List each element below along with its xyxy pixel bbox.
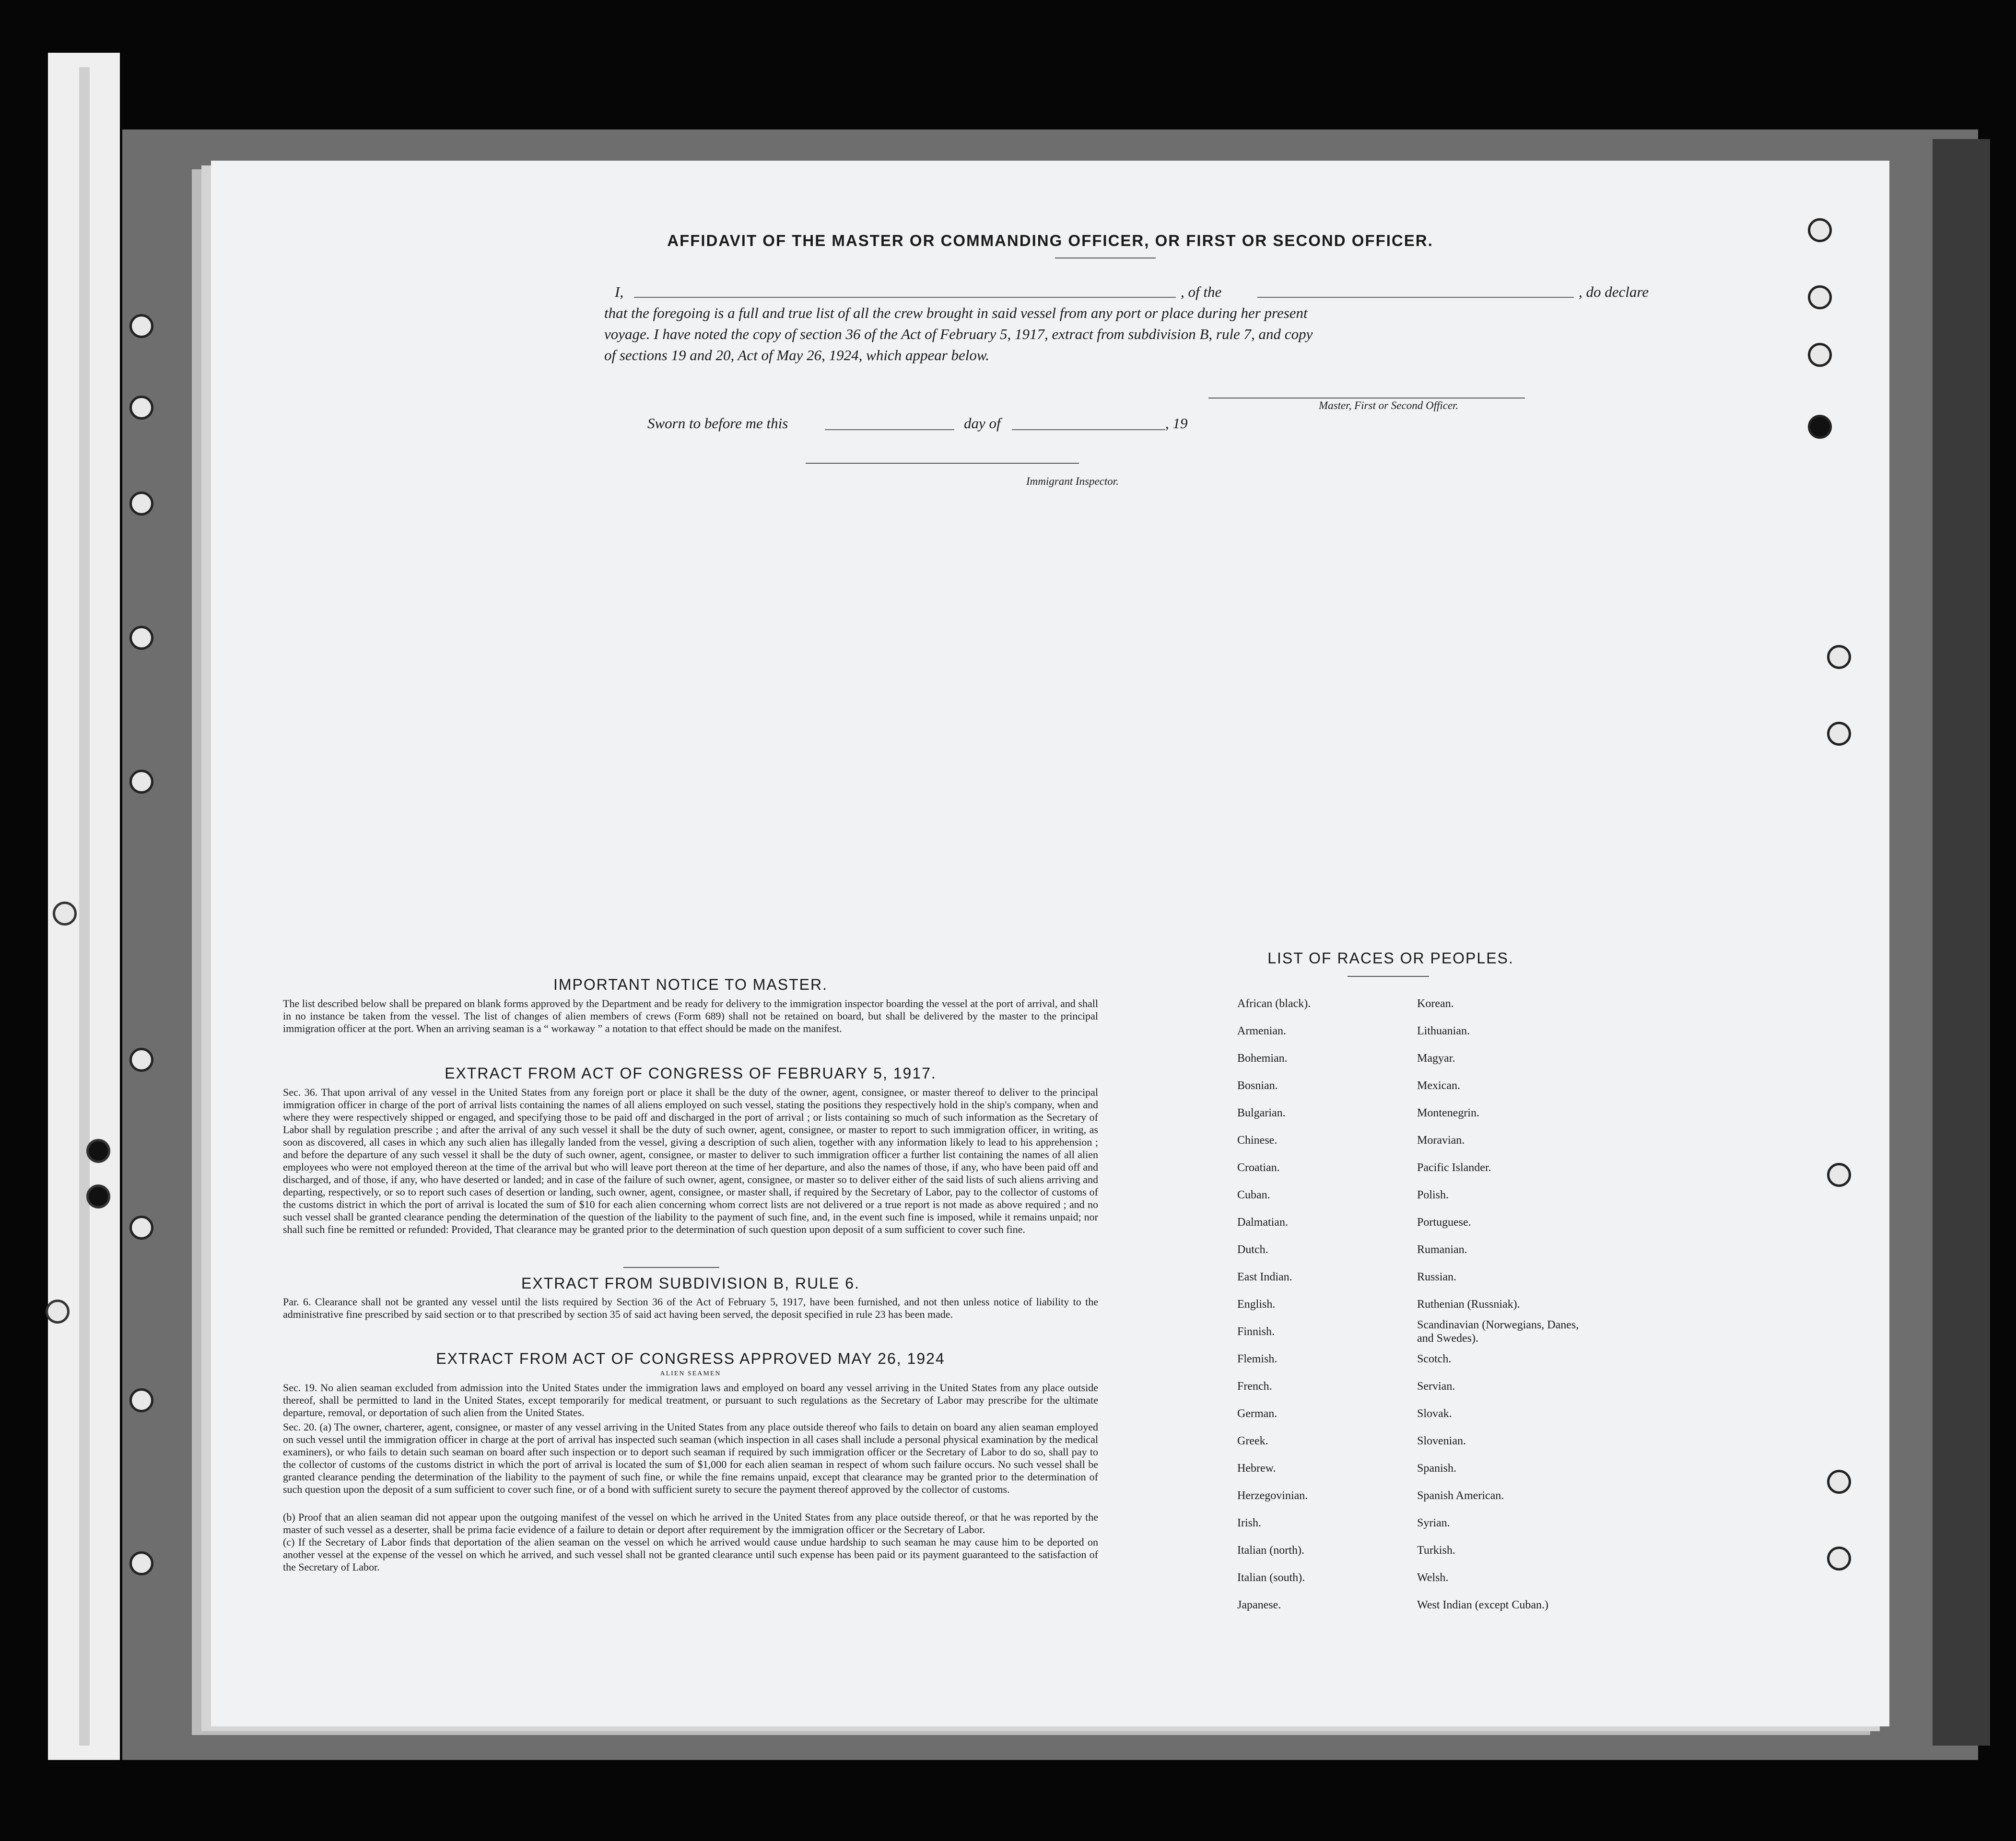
race-item: German. (1237, 1407, 1278, 1420)
sworn-line (647, 415, 1463, 432)
race-item: Italian (north). (1237, 1544, 1304, 1557)
blank-day-line (825, 429, 954, 430)
signature-line (1208, 398, 1525, 399)
race-item: Irish. (1237, 1517, 1261, 1529)
extract-1924-sec20b: (b) Proof that an alien seaman did not appear upon the outgoing manifest of the vessel on which he arrived in the United States from any place outside thereof, or that he was reported by the master of such vessel as a deserter, shall be prima facie evidence of a failure to detain or deport after requirement by the immigration officer or the Secretary of Labor. (283, 1511, 1098, 1536)
race-item: Welsh. (1417, 1571, 1449, 1584)
notice-title: IMPORTANT NOTICE TO MASTER. (553, 976, 828, 993)
extract-1924-sec20c: (c) If the Secretary of Labor finds that deportation of the alien seaman on the vessel on which he arrived would cause undue hardship to such seaman he may cause him to be deported on another vessel at the expense of the vessel on which he arrived, and such vessel shall not be granted clearance until such expense has been paid or its payment guaranteed to the satisfaction of the Secretary of Labor. (283, 1536, 1098, 1573)
punch-hole (1827, 1547, 1851, 1571)
race-item: Dutch. (1237, 1243, 1268, 1256)
binding-hole (86, 1184, 110, 1208)
binding-hole (53, 902, 77, 926)
blank-name-line (634, 297, 1176, 298)
extract-1924-sec20a: Sec. 20. (a) The owner, charterer, agent, consignee, or master of any vessel arriving in the United States from any place outside thereof who fails to detain on board any alien seaman employed on such vessel until the immigration officer in charge at the port of arrival has inspected such seaman (which inspection in all cases shall include a personal physical examination by the medical examiners), or who fails to detain such seaman on board after such inspection or to deport such seaman if required by such immigration officer or the Secretary of Labor to do so, shall pay to the collector of customs of the customs district in which the port of arrival is located the sum of $1,000 for each alien seaman in respect of whom such failure occurs. No such vessel shall be granted clearance pending the determination of the liability to the payment of such fine, or while the fine remains unpaid, except that clearance may be granted prior to the determination of such question upon the deposit of a sum sufficient to cover such fine, or of a bond with sufficient surety to secure the payment thereof approved by the collector of customs. (283, 1421, 1098, 1495)
inspector-label: Immigrant Inspector. (1026, 475, 1119, 487)
race-item: Turkish. (1417, 1544, 1455, 1557)
binding-hole (46, 1300, 70, 1324)
race-item: Spanish. (1417, 1462, 1457, 1475)
race-item: Dalmatian. (1237, 1216, 1288, 1229)
race-item: Greek. (1237, 1435, 1268, 1447)
blank-month-line (1012, 429, 1165, 430)
race-item: Spanish American. (1417, 1489, 1504, 1502)
race-item: Bulgarian. (1237, 1107, 1286, 1119)
race-item: English. (1237, 1298, 1276, 1311)
punch-hole (129, 1388, 153, 1412)
punch-hole (1808, 285, 1832, 309)
affidavit-i: I, (615, 283, 624, 300)
races-title: LIST OF RACES OR PEOPLES. (1267, 950, 1514, 967)
binding-hole (86, 1139, 110, 1163)
punch-hole (129, 1048, 153, 1072)
sworn-prefix: Sworn to before me this (647, 415, 788, 432)
race-item: Rumanian. (1417, 1243, 1467, 1256)
race-item: Bosnian. (1237, 1079, 1278, 1092)
race-item: Syrian. (1417, 1517, 1450, 1529)
divider (623, 1267, 719, 1268)
race-item: Finnish. (1237, 1325, 1275, 1338)
affidavit-do-declare: , do declare (1579, 283, 1649, 300)
race-item: Pacific Islander. (1417, 1161, 1491, 1174)
punch-hole (129, 1551, 153, 1575)
signature-label: Master, First or Second Officer. (1319, 399, 1459, 411)
race-item: Bohemian. (1237, 1052, 1288, 1065)
races-right-column (1417, 990, 1590, 1619)
race-item: East Indian. (1237, 1271, 1292, 1283)
punch-hole (129, 396, 153, 420)
race-item: Hebrew. (1237, 1462, 1276, 1475)
punch-hole (1827, 645, 1851, 669)
sworn-day: day of (964, 415, 1001, 432)
inspector-signature-line (806, 463, 1079, 464)
punch-hole (1827, 1470, 1851, 1494)
affidavit-body-line-2: that the foregoing is a full and true list of all the crew brought in said vessel from any port or place during her present (604, 305, 1308, 321)
race-item: French. (1237, 1380, 1272, 1393)
extract-1924-subtitle: ALIEN SEAMEN (660, 1370, 721, 1377)
race-item: Scotch. (1417, 1353, 1452, 1365)
race-item: Ruthenian (Russniak). (1417, 1298, 1520, 1311)
race-item: Italian (south). (1237, 1571, 1305, 1584)
race-item: African (black). (1237, 997, 1311, 1010)
punch-hole (1827, 722, 1851, 746)
race-item: Slovenian. (1417, 1435, 1466, 1447)
affidavit-body-line-4: of sections 19 and 20, Act of May 26, 1924, which appear below. (604, 347, 990, 364)
race-item: Russian. (1417, 1271, 1457, 1283)
race-item: Slovak. (1417, 1407, 1452, 1420)
affidavit-title: AFFIDAVIT OF THE MASTER OR COMMANDING OFFICER, OR FIRST OR SECOND OFFICER. (667, 232, 1433, 249)
race-item: Japanese. (1237, 1599, 1281, 1611)
race-item: Magyar. (1417, 1052, 1455, 1065)
notice-text: The list described below shall be prepared on blank forms approved by the Department and be ready for delivery to the immigration inspector boarding the vessel at the port of arrival, and shall in no instance be taken from the vessel. The list of changes of alien members of crews (Form 689) shall not be retained on board, but shall be delivered by the master to the principal immigration officer at the port. When an arriving seaman is a “ workaway ” a notation to that effect should be made on the manifest. (283, 997, 1098, 1034)
race-item: Herzegovinian. (1237, 1489, 1308, 1502)
punch-hole (1827, 1163, 1851, 1187)
punch-hole (129, 626, 153, 650)
extract-rule6-text: Par. 6. Clearance shall not be granted any vessel until the lists required by Section 36 of the Act of February 5, 1917, have been furnished, and not then unless notice of liability to the administrative fine prescribed by said section or to that prescribed by section 35 of said act having been served, the deposit specified in rule 23 has been made. (283, 1296, 1098, 1320)
blank-vessel-line (1257, 297, 1574, 298)
mounting-shadow (1933, 139, 1990, 1746)
race-item: West Indian (except Cuban.) (1417, 1599, 1548, 1611)
divider (1348, 976, 1429, 977)
race-item: Cuban. (1237, 1189, 1270, 1201)
race-item: Polish. (1417, 1189, 1449, 1201)
race-item: Armenian. (1237, 1025, 1286, 1037)
race-item: Flemish. (1237, 1353, 1278, 1365)
race-item: Lithuanian. (1417, 1025, 1470, 1037)
extract-rule6-title: EXTRACT FROM SUBDIVISION B, RULE 6. (521, 1275, 860, 1292)
extract-1917-title: EXTRACT FROM ACT OF CONGRESS OF FEBRUARY 5, 1917. (445, 1065, 937, 1082)
race-item: Scandinavian (Norwegians, Danes, and Swedes). (1417, 1319, 1579, 1345)
race-item: Portuguese. (1417, 1216, 1471, 1229)
document-page (211, 161, 1889, 1726)
punch-hole (1808, 343, 1832, 367)
punch-hole (1808, 415, 1832, 439)
affidavit-body-line-3: voyage. I have noted the copy of section 36 of the Act of February 5, 1917, extract from subdivision B, rule 7, and copy (604, 326, 1313, 342)
race-item: Croatian. (1237, 1161, 1280, 1174)
punch-hole (129, 492, 153, 516)
affidavit-declaration-line (615, 283, 1746, 301)
race-item: Mexican. (1417, 1079, 1460, 1092)
binding-strip (79, 67, 90, 1746)
affidavit-of-the: , of the (1181, 283, 1222, 300)
extract-1917-text: Sec. 36. That upon arrival of any vessel in the United States from any foreign port or place it shall be the duty of the owner, agent, consignee, or master thereof to deliver to the principal immigration officer in charge of the port of arrival lists containing the names of all aliens employed on such vessel, stating the positions they respectively hold in the ship's company, when and where they were respectively shipped or engaged, and specifying those to be paid off and discharged in the port of arrival ; or lists containing so much of such information as the Secretary of Labor shall by regulation prescribe ; and after the arrival of any such vessel it shall be the duty of such owner, agent, consignee, or master to report to such immigration officer, in writing, as soon as discovered, all cases in which any such alien has illegally landed from the vessel, giving a description of such alien, together with any information likely to lead to his apprehension ; and before the departure of any such vessel it shall be the duty of such owner, agent, consignee, or master to deliver to such immigration officer a further list containing the names of all alien employees who were not employed thereon at the time of the arrival but who will leave port thereon at the time of her departure, and also the names of those, if any, who have been paid off and discharged, and of those, if any, who have deserted or landed; and in case of the failure of such owner, agent, consignee, or master so to deliver either of the said lists of such aliens arriving and departing, respectively, or so to report such cases of desertion or landing, such owner, agent, consignee, or master shall, if required by the Secretary of Labor, pay to the collector of customs of the customs district in which the port of arrival is located the sum of $10 for each alien concerning whom correct lists are not delivered or a true report is not made as above required ; and no such vessel shall be granted clearance pending the determination of the question of the liability to the payment of such fine, and, in the event such fine is imposed, while it remains unpaid; nor shall such fine be remitted or refunded: Provided, That clearance may be granted prior to the determination of such question upon deposit of a sum sufficient to cover such fine. (283, 1086, 1098, 1235)
punch-hole (129, 770, 153, 794)
race-item: Chinese. (1237, 1134, 1278, 1147)
extract-1924-title: EXTRACT FROM ACT OF CONGRESS APPROVED MAY 26, 1924 (436, 1350, 945, 1367)
extract-1924-sec19: Sec. 19. No alien seaman excluded from admission into the United States under the immigration laws and employed on board any vessel arriving in the United States from any place outside thereof, shall be permitted to land in the United States, except temporarily for medical treatment, or pursuant to such regulations as the Secretary of Labor may prescribe for the ultimate departure, removal, or deportation of such alien from the United States. (283, 1382, 1098, 1419)
races-left-column (1237, 990, 1311, 1619)
punch-hole (129, 1216, 153, 1240)
race-item: Moravian. (1417, 1134, 1465, 1147)
sworn-year: , 19 (1165, 415, 1188, 432)
race-item: Servian. (1417, 1380, 1455, 1393)
race-item: Montenegrin. (1417, 1107, 1479, 1119)
race-item: Korean. (1417, 997, 1454, 1010)
punch-hole (129, 314, 153, 338)
